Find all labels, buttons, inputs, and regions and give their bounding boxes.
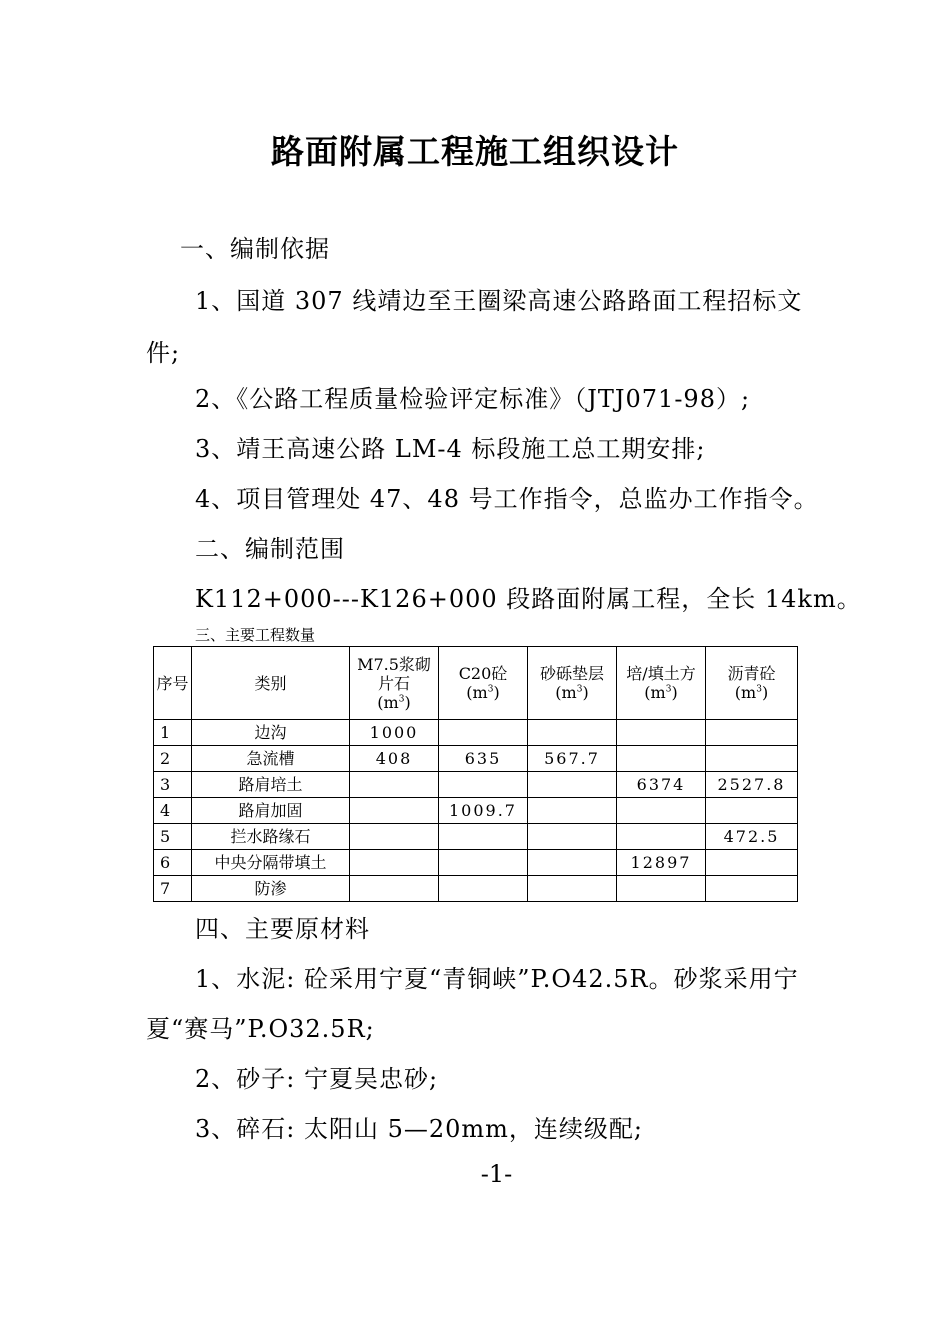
- basis-item-1: 1、国道 307 线靖边至王圈梁高速公路路面工程招标文: [195, 287, 803, 315]
- table-row: [154, 876, 798, 902]
- cell-gravel: [528, 720, 617, 746]
- cell-asphalt: [706, 876, 798, 902]
- cell-no: 5: [154, 824, 192, 850]
- cell-m75: [350, 876, 439, 902]
- cell-m75: 408: [350, 746, 439, 772]
- table-row: [154, 772, 798, 798]
- cell-type: 防渗: [192, 876, 350, 902]
- cell-asphalt: [706, 850, 798, 876]
- materials-item-2: 2、砂子: 宁夏吴忠砂;: [195, 1065, 439, 1093]
- materials-item-3: 3、碎石: 太阳山 5—20mm，连续级配;: [195, 1115, 644, 1143]
- cell-fill: [617, 798, 706, 824]
- table-body: [154, 720, 798, 902]
- cell-m75: [350, 824, 439, 850]
- cell-gravel: [528, 876, 617, 902]
- cell-m75: 1000: [350, 720, 439, 746]
- cell-type: 路肩加固: [192, 798, 350, 824]
- cell-no: 1: [154, 720, 192, 746]
- cell-no: 3: [154, 772, 192, 798]
- cell-asphalt: [706, 720, 798, 746]
- cell-asphalt: 2527.8: [706, 772, 798, 798]
- header-no: 序号: [154, 647, 192, 720]
- header-asphalt: 沥青砼 $(m^3)$: [706, 647, 798, 720]
- section-heading-basis: 一、编制依据: [180, 235, 330, 263]
- cell-c20: [439, 850, 528, 876]
- cell-gravel: [528, 798, 617, 824]
- materials-item-1-cont: 夏“赛马”P.O32.5R;: [146, 1015, 375, 1043]
- cell-fill: [617, 876, 706, 902]
- basis-item-3: 3、靖王高速公路 LM-4 标段施工总工期安排;: [195, 435, 706, 463]
- quantities-table: [153, 646, 798, 902]
- cell-fill: [617, 746, 706, 772]
- cell-no: 6: [154, 850, 192, 876]
- cell-m75: [350, 850, 439, 876]
- cell-fill: [617, 824, 706, 850]
- cell-no: 4: [154, 798, 192, 824]
- cell-type: 路肩培土: [192, 772, 350, 798]
- section-heading-scope: 二、编制范围: [195, 535, 345, 563]
- header-c20: C20砼 $(m^3)$: [439, 647, 528, 720]
- basis-item-2: 2、《公路工程质量检验评定标准》（JTJ071-98）;: [195, 385, 751, 413]
- scope-text: K112+000---K126+000 段路面附属工程，全长 14km。: [195, 585, 862, 613]
- basis-item-1-cont: 件;: [146, 339, 181, 367]
- document-title: 路面附属工程施工组织设计: [271, 132, 679, 171]
- cell-c20: [439, 824, 528, 850]
- table-row: [154, 824, 798, 850]
- section-heading-quantities: 三、主要工程数量: [195, 626, 316, 644]
- table-row: [154, 746, 798, 772]
- cell-no: 2: [154, 746, 192, 772]
- table-row: [154, 850, 798, 876]
- header-m75: M7.5浆砌片石 $(m^3)$: [350, 647, 439, 720]
- cell-no: 7: [154, 876, 192, 902]
- cell-type: 拦水路缘石: [192, 824, 350, 850]
- cell-gravel: 567.7: [528, 746, 617, 772]
- basis-item-4: 4、项目管理处 47、48 号工作指令，总监办工作指令。: [195, 485, 819, 513]
- cell-c20: [439, 720, 528, 746]
- header-gravel: 砂砾垫层 $(m^3)$: [528, 647, 617, 720]
- cell-gravel: [528, 850, 617, 876]
- materials-item-1: 1、水泥: 砼采用宁夏“青铜峡”P.O42.5R。砂浆采用宁: [195, 965, 799, 993]
- cell-type: 急流槽: [192, 746, 350, 772]
- cell-c20: 1009.7: [439, 798, 528, 824]
- cell-asphalt: [706, 746, 798, 772]
- cell-fill: 6374: [617, 772, 706, 798]
- table-row: [154, 720, 798, 746]
- table-header-row: [154, 647, 798, 720]
- cell-gravel: [528, 772, 617, 798]
- cell-type: 中央分隔带填土: [192, 850, 350, 876]
- cell-gravel: [528, 824, 617, 850]
- cell-asphalt: [706, 798, 798, 824]
- cell-asphalt: 472.5: [706, 824, 798, 850]
- header-fill: 培/填土方$(m^3)$: [617, 647, 706, 720]
- section-heading-materials: 四、主要原材料: [195, 915, 370, 943]
- cell-type: 边沟: [192, 720, 350, 746]
- cell-m75: [350, 798, 439, 824]
- header-type: 类别: [192, 647, 350, 720]
- cell-c20: 635: [439, 746, 528, 772]
- table-row: [154, 798, 798, 824]
- cell-m75: [350, 772, 439, 798]
- cell-c20: [439, 876, 528, 902]
- cell-fill: [617, 720, 706, 746]
- cell-c20: [439, 772, 528, 798]
- page-number: -1-: [480, 1160, 513, 1188]
- cell-fill: 12897: [617, 850, 706, 876]
